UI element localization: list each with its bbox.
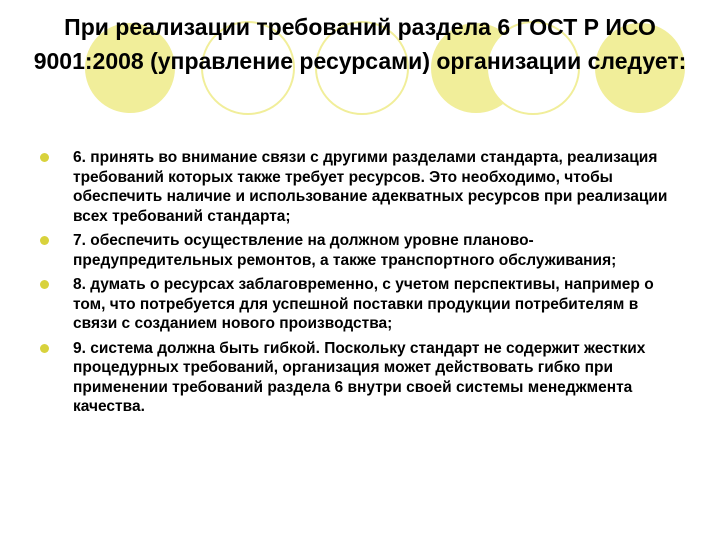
bullet-dot-icon <box>40 280 49 289</box>
bullet-dot-icon <box>40 344 49 353</box>
bullet-text: 7. обеспечить осуществление на должном уровне планово-предупредительных ремонтов, а также транспортного обслуживания; <box>73 232 617 269</box>
bullet-item-6 <box>40 148 680 226</box>
bullet-list <box>40 148 680 422</box>
bullet-item-7 <box>40 231 680 270</box>
bullet-text: 9. система должна быть гибкой. Поскольку стандарт не содержит жестких процедурных требований, организация может действовать гибко при применении требований раздела 6 внутри своей системы менеджмента качества. <box>73 339 646 415</box>
bullet-text: 6. принять во внимание связи с другими разделами стандарта, реализация требований которых также требует ресурсов. Это необходимо, чтобы обеспечить наличие и использование адекватных ресурсов при реализации всех требований стандарта; <box>73 149 668 225</box>
bullet-dot-icon <box>40 236 49 245</box>
bullet-dot-icon <box>40 153 49 162</box>
slide-title: При реализации требований раздела 6 ГОСТ Р ИСО 9001:2008 (управление ресурсами) организации следует: <box>33 14 687 74</box>
bullet-text: 8. думать о ресурсах заблаговременно, с учетом перспективы, например о том, что потребуется для успешной поставки продукции потребителям в связи с созданием нового производства; <box>73 276 654 332</box>
bullet-item-9 <box>40 339 680 417</box>
bullet-item-8 <box>40 275 680 334</box>
